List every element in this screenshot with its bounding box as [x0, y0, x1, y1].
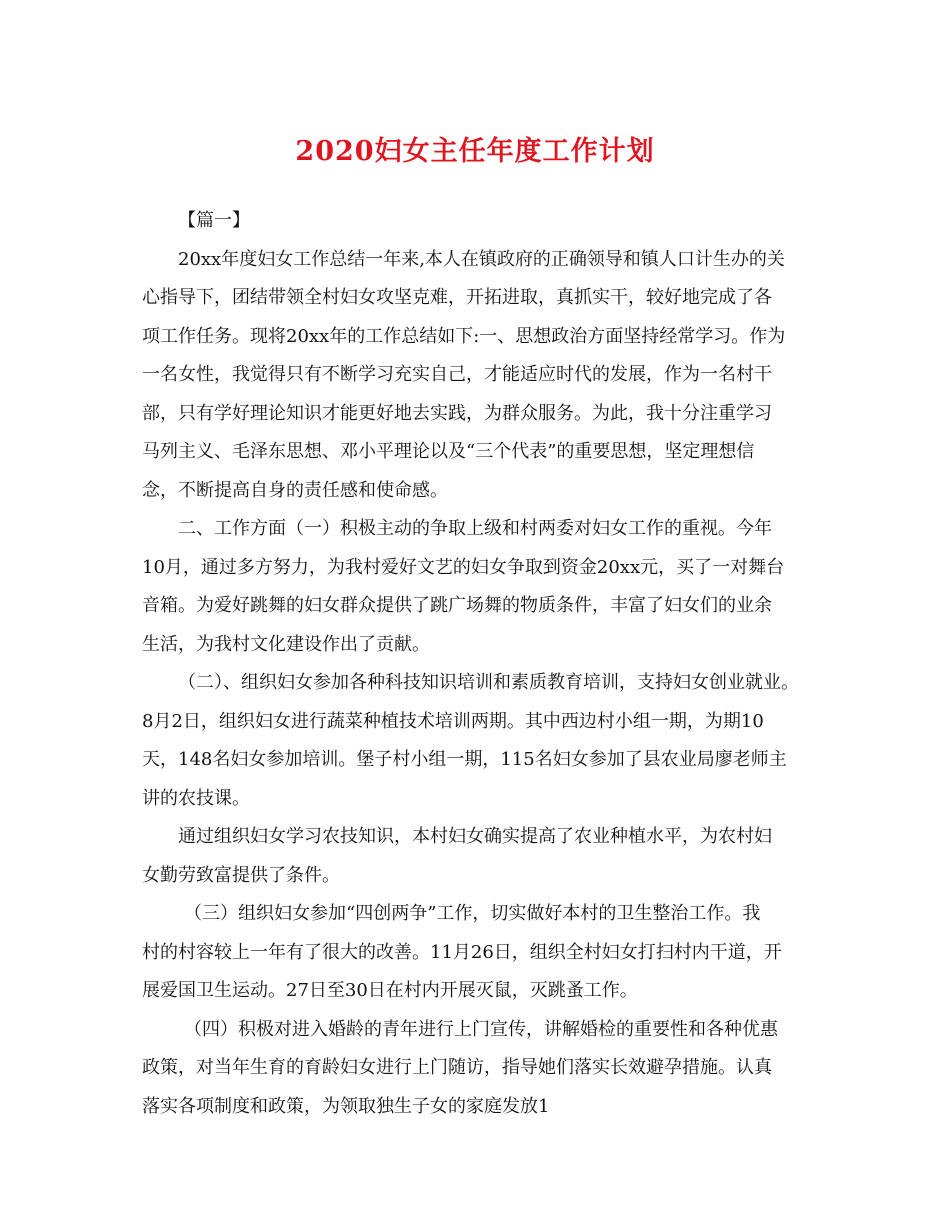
body-line: 二、工作方面（一）积极主动的争取上级和村两委对妇女工作的重视。今年	[178, 518, 772, 539]
body-line: 落实各项制度和政策，为领取独生子女的家庭发放1	[142, 1095, 550, 1117]
body-line: 部，只有学好理论知识才能更好地去实践，为群众服务。为此，我十分注重学习	[142, 402, 772, 424]
document-body	[142, 202, 810, 1126]
body-line: （三）组织妇女参加“四创两争”工作，切实做好本村的卫生整治工作。我	[184, 903, 761, 924]
body-line: 展爱国卫生运动。27日至30日在村内开展灭鼠，灭跳蚤工作。	[142, 980, 638, 1001]
body-line: 马列主义、毛泽东思想、邓小平理论以及“三个代表”的重要思想，坚定理想信	[142, 441, 755, 462]
body-line: 音箱。为爱好跳舞的妇女群众提供了跳广场舞的物质条件，丰富了妇女们的业余	[142, 595, 772, 616]
body-line: （四）积极对进入婚龄的青年进行上门宣传，讲解婚检的重要性和各种优惠	[184, 1018, 778, 1040]
body-line: 20xx年度妇女工作总结一年来,本人在镇政府的正确领导和镇人口计生办的关	[178, 248, 785, 270]
body-line: 8月2日，组织妇女进行蔬菜种植技术培训两期。其中西边村小组一期，为期10	[142, 710, 764, 732]
body-line: 女勤劳致富提供了条件。	[142, 864, 340, 886]
body-line: 讲的农技课。	[142, 787, 250, 809]
body-line: 一名女性，我觉得只有不断学习充实自己，才能适应时代的发展，作为一名村干	[142, 364, 772, 385]
body-line: 生活，为我村文化建设作出了贡献。	[142, 633, 430, 655]
body-line: 项工作任务。现将20xx年的工作总结如下:一、思想政治方面坚持经常学习。作为	[142, 325, 786, 347]
body-line: 心指导下，团结带领全村妇女攻坚克难，开拓进取，真抓实干，较好地完成了各	[142, 287, 772, 308]
body-line: 念，不断提高自身的责任感和使命感。	[142, 479, 448, 501]
body-line: （二）、组织妇女参加各种科技知识培训和素质教育培训，支持妇女创业就业。	[178, 672, 799, 693]
section-heading: 【篇一】	[178, 210, 250, 231]
body-line: 天，148名妇女参加培训。堡子村小组一期，115名妇女参加了县农业局廖老师主	[142, 749, 787, 770]
body-line: 10月，通过多方努力，为我村爱好文艺的妇女争取到资金20xx元，买了一对舞台	[142, 556, 785, 578]
document-title: 2020妇女主任年度工作计划	[295, 136, 655, 167]
body-line: 通过组织妇女学习农技知识，本村妇女确实提高了农业种植水平，为农村妇	[178, 826, 772, 847]
body-line: 政策，对当年生育的育龄妇女进行上门随访，指导她们落实长效避孕措施。认真	[142, 1057, 772, 1078]
body-line: 村的村容较上一年有了很大的改善。11月26日，组织全村妇女打扫村内干道，开	[142, 941, 782, 963]
